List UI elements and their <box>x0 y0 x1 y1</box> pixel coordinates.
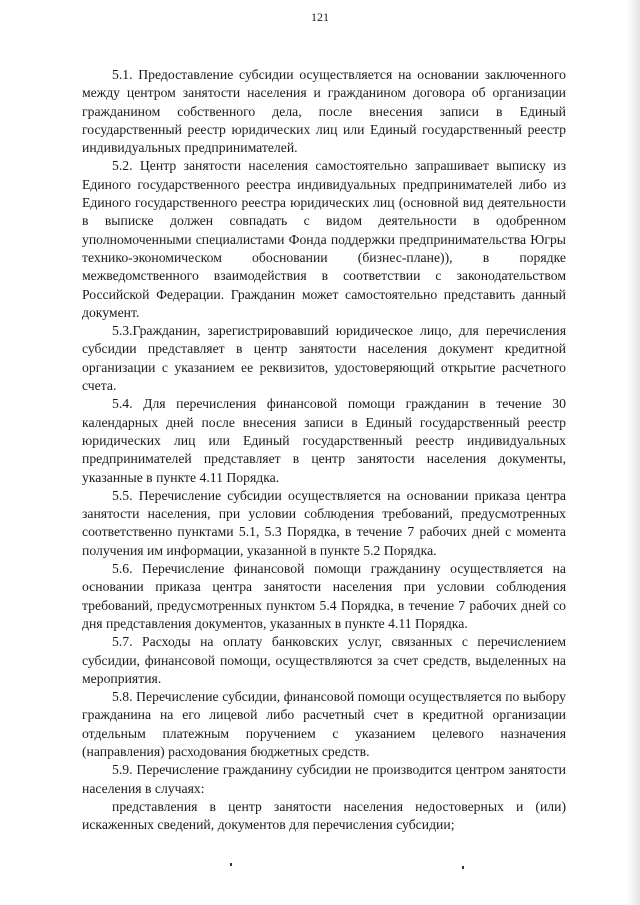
paragraph-5-2: 5.2. Центр занятости населения самостоятельно запрашивает выписку из Единого государственного реестра индивидуальных предпринимателей либо из Единого государственного реестра юридических лиц (основной вид деятельности в выписке должен совпадать с видом деятельности в одобренном уполномоченными специалистами Фонда поддержки предпринимательства Югры технико-экономическом обосновании (бизнес-плане)), в порядке межведомственного взаимодействия в соответствии с законодательством Российской Федерации. Гражданин может самостоятельно представить данный документ. <box>82 158 566 320</box>
paragraph-5-1: 5.1. Предоставление субсидии осуществляется на основании заключенного между центром занятости населения и гражданином договора об организации гражданином собственного дела, после внесения записи в Единый государственный реестр юридических лиц или Единый государственный реестр индивидуальных предпринимателей. <box>82 67 566 156</box>
paragraph-5-5: 5.5. Перечисление субсидии осуществляется на основании приказа центра занятости населения, при условии соблюдения требований, предусмотренных соответственно пунктами 5.1, 5.3 Порядка, в течение 7 рабочих дней с момента получения им информации, указанной в пункте 5.2 Порядка. <box>82 487 566 558</box>
paragraph-5-9: 5.9. Перечисление гражданину субсидии не производится центром занятости населения в случаях: <box>82 762 566 796</box>
paragraph-5-9-item: представления в центр занятости населения недостоверных и (или) искаженных сведений, документов для перечисления субсидии; <box>82 798 566 833</box>
page-number: 121 <box>311 10 329 24</box>
scan-edge-shadow <box>626 0 640 905</box>
document-body <box>82 66 566 834</box>
scan-speck <box>230 863 232 866</box>
paragraph-5-8: 5.8. Перечисление субсидии, финансовой помощи осуществляется по выбору гражданина на его лицевой либо расчетный счет в кредитной организации отдельным платежным поручением с указанием целевого назначения (направления) расходования бюджетных средств. <box>82 689 566 759</box>
scan-speck <box>462 866 464 869</box>
paragraph-5-7: 5.7. Расходы на оплату банковских услуг, связанных с перечислением субсидии, финансовой помощи, осуществляются за счет средств, выделенных на мероприятия. <box>82 634 566 686</box>
paragraph-5-4: 5.4. Для перечисления финансовой помощи гражданин в течение 30 календарных дней после внесения записи в Единый государственный реестр юридических лиц или Единый государственный реестр индивидуальных предпринимателей представляет в центр занятости населения документы, указанные в пункте 4.11 Порядка. <box>82 396 566 485</box>
paragraph-5-6: 5.6. Перечисление финансовой помощи гражданину осуществляется на основании приказа центра занятости населения при условии соблюдения требований, предусмотренных пунктом 5.4 Порядка, в течение 7 рабочих дней со дня представления документов, указанных в пункте 4.11 Порядка. <box>82 561 566 631</box>
paragraph-5-3: 5.3.Гражданин, зарегистрировавший юридическое лицо, для перечисления субсидии представляет в центр занятости населения документ кредитной организации с указанием ее реквизитов, удостоверяющий открытие расчетного счета. <box>82 323 566 394</box>
